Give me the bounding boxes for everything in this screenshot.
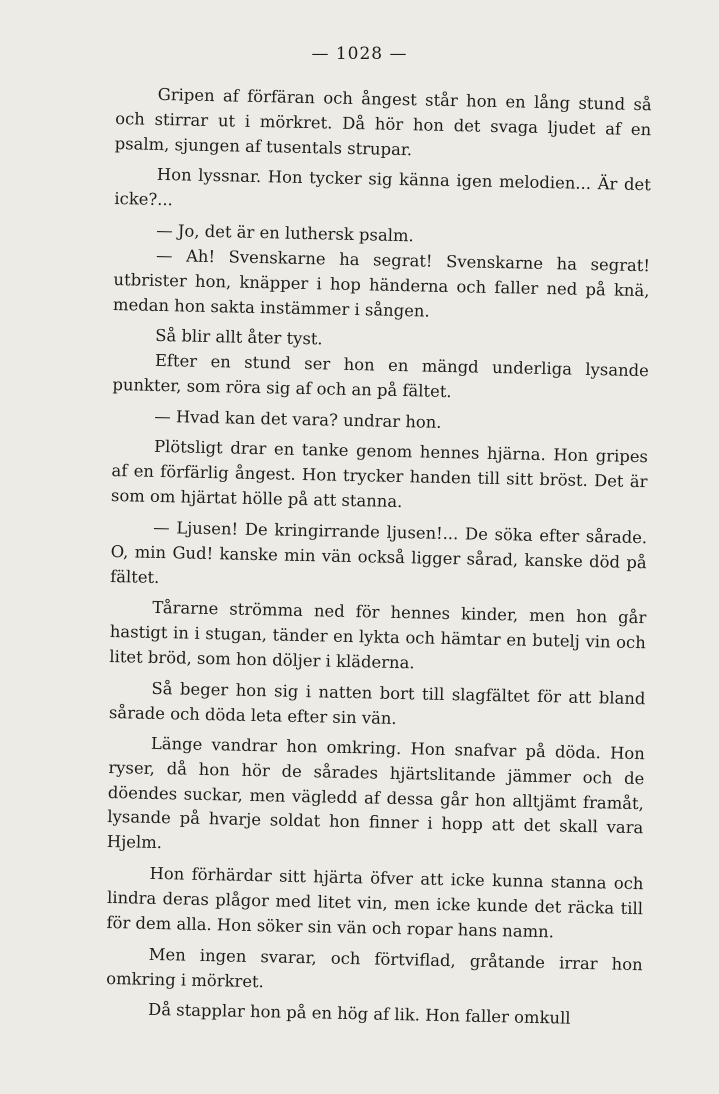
paragraph: Hon lyssnar. Hon tycker sig känna igen melodien... Är det icke?... [114, 165, 651, 210]
paragraph: Så blir allt åter tyst. [155, 326, 323, 349]
paragraph: Så beger hon sig i natten bort till slagfältet för att bland sårade och döda leta efter sin vän. [108, 678, 646, 728]
paragraph: Tårarne strömma ned för hennes kinder, men hon går hastigt in i stugan, tänder en lykta och hämtar en butelj vin och litet bröd, som hon döljer i kläderna. [109, 597, 647, 673]
paragraph: — Ah! Svenskarne ha segrat! Svenskarne ha segrat! utbrister hon, knäpper i hop händerna och faller ned på knä, medan hon sakta instämmer i sången. [112, 245, 651, 320]
paragraph: Då stapplar hon på en hög af lik. Hon faller omkull [147, 999, 571, 1028]
paragraph: Länge vandrar hon omkring. Hon snafvar på döda. Hon ryser, då hon hör de sårades hjärtslitande jämmer och de döendes suckar, men vägledd af dessa går hon alltjämt framåt, lysande på hvarje soldat hon finner i hopp att det skall vara Hjelm. [106, 733, 646, 853]
page-number: — 1028 — [311, 44, 408, 64]
paragraph: — Ljusen! De kringirrande ljusen!... De söka efter sårade. O, min Gud! kanske min vän också ligger sårad, kanske död på fältet. [109, 517, 648, 587]
paragraph: Hon förhärdar sitt hjärta öfver att icke kunna stanna och lindra deras plågor med litet vin, men icke kunde det räcka till för dem alla. Hon söker sin vän och ropar hans namn. [106, 863, 644, 942]
paragraph: Efter en stund ser hon en mängd underliga lysande punkter, som röra sig af och an på fältet. [112, 350, 650, 401]
paragraph: Plötsligt drar en tanke genom hennes hjärna. Hon gripes af en förfärlig ångest. Hon trycker handen till sitt bröst. Det är som om hjärtat hölle på att stanna. [110, 437, 649, 512]
paragraph: Men ingen svarar, och förtviflad, gråtande irrar hon omkring i mörkret. [106, 944, 643, 991]
page-text [106, 82, 652, 1033]
paragraph: — Jo, det är en luthersk psalm. [156, 220, 414, 246]
paragraph: — Hvad kan det vara? undrar hon. [154, 406, 442, 432]
paragraph: Gripen af förfäran och ångest står hon en lång stund så och stirrar ut i mörkret. Då hör hon det svaga ljudet af en psalm, sjungen af tusentals strupar. [114, 84, 652, 159]
